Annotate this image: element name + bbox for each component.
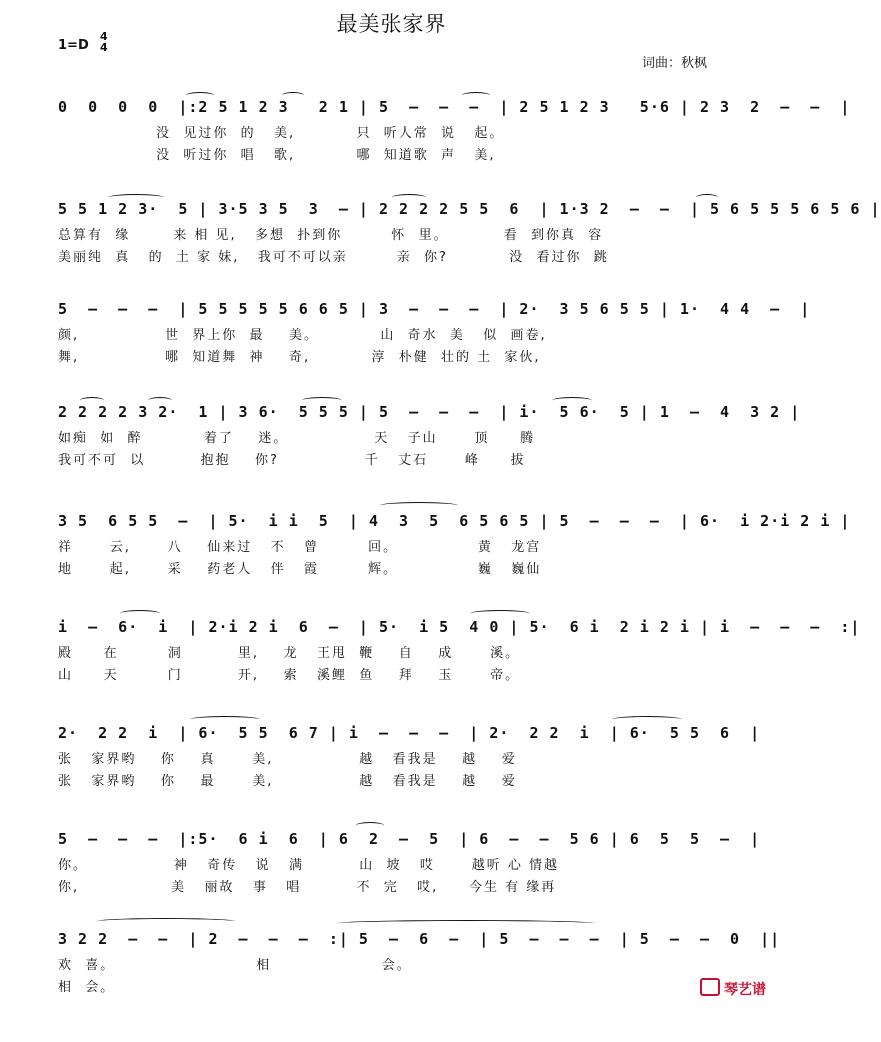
slur-mark — [392, 194, 426, 201]
system-9 — [0, 930, 783, 1042]
notes-line: 3 5 6 5 5 – | 5· i i 5 | 4 3 5 6 5 6 5 | 5 – – – | 6· i 2·i 2 i | — [58, 512, 851, 530]
notes-line: 2· 2 2 i | 6· 5 5 6 7 | i – – – | 2· 2 2 i | 6· 5 5 6 | — [58, 724, 761, 742]
system-2 — [0, 200, 881, 312]
time-signature — [100, 31, 108, 53]
song-title: 最美张家界 — [336, 12, 447, 36]
lyrics-verse-1: 殿 在 洞 里, 龙 王甩 鞭 自 成 溪。 — [58, 646, 521, 661]
lyrics-verse-1: 总算有 缘 来 相 见, 多想 扑到你 怀 里。 看 到你真 容 — [58, 228, 604, 243]
system-5 — [0, 512, 851, 624]
system-6 — [0, 618, 861, 730]
slur-mark — [696, 194, 718, 201]
lyrics-verse-1: 祥 云, 八 仙来过 不 曾 回。 黄 龙宫 — [58, 540, 542, 555]
slur-mark — [552, 397, 592, 404]
lyrics-verse-1: 你。 神 奇传 说 满 山 坡 哎 越听 心 情越 — [58, 858, 559, 873]
slur-mark — [186, 92, 214, 99]
lyrics-verse-1: 张 家界哟 你 真 美, 越 看我是 越 爱 — [58, 752, 517, 767]
notes-line: 5 – – – |:5· 6 i 6 | 6 2 – 5 | 6 – – 5 6 | 6 5 5 – | — [58, 830, 761, 848]
slur-mark — [336, 920, 596, 927]
lyrics-verse-2: 舞, 哪 知道舞 神 奇, 淳 朴健 壮的 土 家伙, — [58, 350, 541, 365]
slur-mark — [302, 397, 342, 404]
slur-mark — [612, 716, 682, 723]
lyrics-verse-2: 山 天 门 开, 索 溪鲤 鱼 拜 玉 帝。 — [58, 668, 521, 683]
meter-bottom: 4 — [100, 41, 108, 54]
notes-line: 5 – – – | 5 5 5 5 5 6 6 5 | 3 – – – | 2· 3 5 6 5 5 | 1· 4 4 – | — [58, 300, 811, 318]
slur-mark — [380, 502, 458, 509]
slur-mark — [470, 610, 530, 617]
lyrics-verse-1: 如痴 如 醉 着了 迷。 天 子山 顶 腾 — [58, 431, 536, 446]
lyrics-verse-2: 我可不可 以 抱抱 你? 千 丈石 峰 拔 — [58, 453, 526, 468]
logo-icon — [700, 978, 720, 996]
site-logo — [700, 978, 766, 999]
slur-mark — [120, 610, 160, 617]
lyrics-verse-1: 没 见过你 的 美, 只 听人常 说 起。 — [58, 126, 505, 141]
meter-top: 4 — [100, 30, 108, 43]
lyrics-verse-1: 颜, 世 界上你 最 美。 山 奇水 美 似 画卷, — [58, 328, 547, 343]
credit-line: 词曲：秋枫 — [642, 56, 708, 71]
lyrics-verse-2: 美丽纯 真 的 土 家 妹, 我可不可以亲 亲 你? 没 看过你 跳 — [58, 250, 609, 265]
logo-text: 琴艺谱 — [724, 982, 766, 998]
slur-mark — [190, 716, 260, 723]
slur-mark — [108, 194, 164, 201]
lyrics-verse-2: 张 家界哟 你 最 美, 越 看我是 越 爱 — [58, 774, 517, 789]
notes-line: 2 2 2 2 3 2· 1 | 3 6· 5 5 5 | 5 – – – | i· 5 6· 5 | 1 – 4 3 2 | — [58, 403, 801, 421]
slur-mark — [356, 822, 384, 829]
slur-mark — [80, 397, 104, 404]
lyrics-verse-2: 没 听过你 唱 歌, 哪 知道歌 声 美, — [58, 148, 496, 163]
notes-line: 0 0 0 0 |:2 5 1 2 3 2 1 | 5 – – – | 2 5 1 2 3 5·6 | 2 3 2 – – | — [58, 98, 851, 116]
slur-mark — [282, 92, 304, 99]
slur-mark — [462, 92, 490, 99]
notes-line: i – 6· i | 2·i 2 i 6 – | 5· i 5 4 0 | 5· 6 i 2 i 2 i | i – – – :| — [58, 618, 861, 636]
slur-mark — [96, 918, 236, 925]
lyrics-verse-1: 欢 喜。 相 会。 — [58, 958, 412, 973]
lyrics-verse-2: 相 会。 — [58, 980, 116, 995]
lyrics-verse-2: 地 起, 采 药老人 伴 霞 辉。 巍 巍仙 — [58, 562, 542, 577]
key-signature: 1=D — [58, 38, 89, 53]
lyrics-verse-2: 你, 美 丽故 事 唱 不 完 哎, 今生 有 缘再 — [58, 880, 557, 895]
system-7 — [0, 724, 783, 836]
system-4 — [0, 403, 801, 515]
notes-line: 3 2 2 – – | 2 – – – :| 5 – 6 – | 5 – – – | 5 – – 0 || — [58, 930, 781, 948]
notes-line: 5 5 1 2 3· 5 | 3·5 3 5 3 – | 2 2 2 2 5 5 6 | 1·3 2 – – | 5 6 5 5 5 6 5 6 | — [58, 200, 881, 218]
slur-mark — [148, 397, 172, 404]
